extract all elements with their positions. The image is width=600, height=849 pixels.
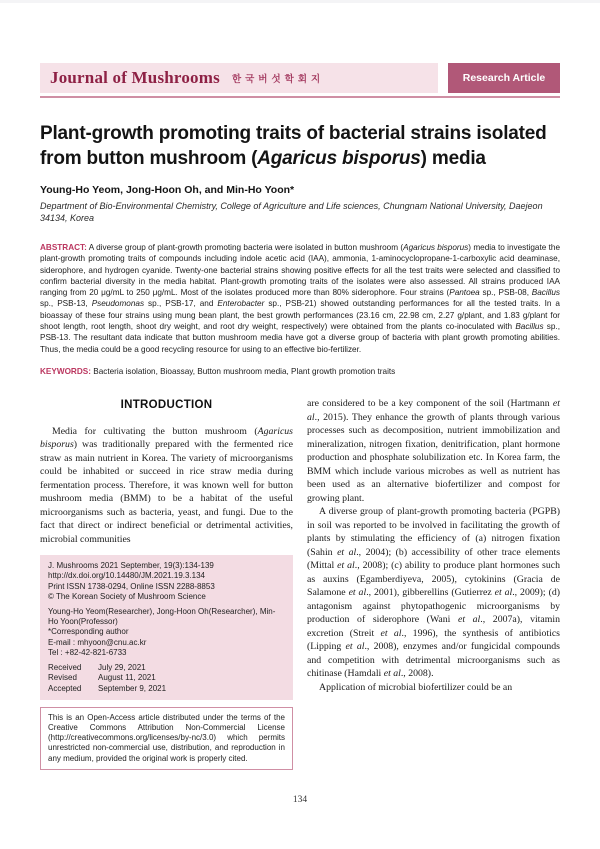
keywords-text: Bacteria isolation, Bioassay, Button mushroom media, Plant growth promotion traits [93, 366, 396, 376]
header-underline [40, 96, 560, 98]
author-roles-line: Young-Ho Yeom(Researcher), Jong-Hoon Oh(Researcher), Min-Ho Yoon(Professor) [48, 607, 276, 627]
accepted-date: September 9, 2021 [98, 683, 167, 693]
journal-banner [40, 63, 438, 93]
corresponding-author-line: *Corresponding author [48, 627, 129, 637]
introduction-paragraph-right-1: are considered to be a key component of the soil (Hartmann et al., 2015). They enhance the growth of plants through various processes such as decomposition, nutrient immobilization and mineralization, nitrogen fixation, denitrification, plant hormone production and phosphate solubilization etc. In Korea farm, the BMM which include various microbes as well as nutrient has been used as an alternative biofertilizer and compost for growing plant. [307, 398, 560, 504]
journal-page [0, 3, 600, 849]
revised-label: Revised [48, 673, 77, 683]
received-row [48, 663, 285, 673]
journal-title-korean: 한국버섯학회지 [231, 74, 325, 85]
accepted-row [48, 684, 285, 694]
copyright-line: © The Korean Society of Mushroom Science [48, 591, 206, 601]
email-line: E-mail : mhyoon@cnu.ac.kr [48, 637, 147, 647]
right-column [307, 397, 560, 769]
doi-line: http://dx.doi.org/10.14480/JM.2021.19.3.134 [48, 571, 206, 581]
keywords-line [40, 366, 560, 377]
journal-title: Journal of Mushrooms [50, 68, 220, 87]
introduction-paragraph-right-2: A diverse group of plant-growth promoting bacteria (PGPB) in soil was reported to be involved in facilitating the growth of plants by stimulating the efficiency of (a) nitrogen fixation (Sahin et al., 2004); (b) accessibility of other trace elements (Mittal et al., 2008); (c) ability to produce plant hormones such as auxins (Egamberdiyeva, 2005), cytokinins (Gracia de Salamone et al., 2001), gibberellins (Gutierrez et al., 2009); (d) antagonism against phytopathogenic microorganisms by production of siderophore (Wani et al., 2007a), vitamin excretion (Streit et al., 1996), the synthesis of antibiotics (Lipping et al., 2008), enzymes and/or fungicidal compounds and competition with detrimental microorganisms such as chitinase (Hamdali et al., 2008). [307, 506, 561, 680]
dates-group [48, 663, 285, 694]
introduction-paragraph-right-3: Application of microbial biofertilizer could be an [319, 681, 513, 693]
license-box: This is an Open-Access article distributed under the terms of the Creative Commons Attribution Non-Commercial License (http://creativecommons.org/licenses/by-nc/3.0) which permits unrestricted non-commercial use, distribution, and reproduction in any medium, provided the original work is properly cited. [40, 707, 293, 770]
article-title: Plant-growth promoting traits of bacterial strains isolated from button mushroom (Agaricus bisporus) media [40, 123, 547, 169]
accepted-label: Accepted [48, 683, 82, 693]
introduction-paragraph-left: Media for cultivating the button mushroom (Agaricus bisporus) was traditionally prepared with the fermented rice straw as main nutrient in Korea. The variety of microorganisms could be inhabited or succeed in rice straw media during fermentation process. Therefore, it was known well for button mushroom media (BMM) to be a habitat of the useful microorganisms such as bacteria, yeast, and fungi. Due to the fact that direct or indirect beneficial or detrimental activities, microbial communities [40, 425, 293, 545]
abstract-paragraph [40, 242, 560, 355]
two-column-body [40, 397, 560, 769]
received-label: Received [48, 663, 82, 673]
affiliation: Department of Bio-Environmental Chemistry, College of Agriculture and Life sciences, Chungnam National University, Daejeon 34134, Korea [40, 201, 543, 223]
journal-info-box [40, 555, 293, 699]
abstract-text: A diverse group of plant-growth promoting bacteria were isolated in button mushroom (Agaricus bisporus) media to investigate the plant-growth promoting traits of compounds including indole acetic acid (IAA), ammonia, 1-aminocyclopropane-1-carboxylic acid deaminase, siderophore, and hydrogen cyanide. Twenty-one bacterial strains showing positive effects for all the test traits were selected and classified to confirm bacterial diversity in the media habitat. Plant-growth promoting traits of the isolates were also assessed. All strains produced IAA ranging from 20 μg/mL to 250 μg/mL. Most of the isolates produced more than 80% siderophore. Four strains (Pantoea sp., PSB-08, Bacillus sp., PSB-13, Pseudomonas sp., PSB-17, and Enterobacter sp., PSB-21) showed outstanding performances for all the tested traits. In a bioassay of these four strains using mung bean plant, the best growth performances (23.16 cm, 22.98 cm, 2.27 g/plant, and 1.83 g/plant for shoot length, root length, shoot dry weight, and root dry weight, respectively) were obtained from the plants co-inoculated with Bacillus sp., PSB-13. The resultant data indicate that button mushroom media have got a diverse group of bacteria with plant growth promoting abilities. Thus, the media could be a good recycling resource for using to an effective bio-fertilizer. [40, 243, 561, 354]
issn-line: Print ISSN 1738-0294, Online ISSN 2288-8853 [48, 581, 215, 591]
left-column [40, 397, 293, 769]
abstract-label: ABSTRACT: [40, 243, 87, 252]
received-date: July 29, 2021 [98, 663, 146, 673]
journal-citation-group [48, 561, 285, 602]
author-contact-group [48, 607, 285, 658]
tel-line: Tel : +82-42-821-6733 [48, 647, 127, 657]
article-type-badge: Research Article [448, 63, 560, 93]
revised-date: August 11, 2021 [98, 673, 156, 683]
revised-row [48, 673, 285, 683]
introduction-heading: INTRODUCTION [120, 399, 213, 412]
citation-line: J. Mushrooms 2021 September, 19(3):134-139 [48, 561, 214, 571]
authors-line: Young-Ho Yeom, Jong-Hoon Oh, and Min-Ho Yoon* [40, 184, 295, 196]
journal-header [40, 63, 560, 93]
keywords-label: KEYWORDS: [40, 366, 91, 376]
page-number: 134 [292, 795, 308, 805]
